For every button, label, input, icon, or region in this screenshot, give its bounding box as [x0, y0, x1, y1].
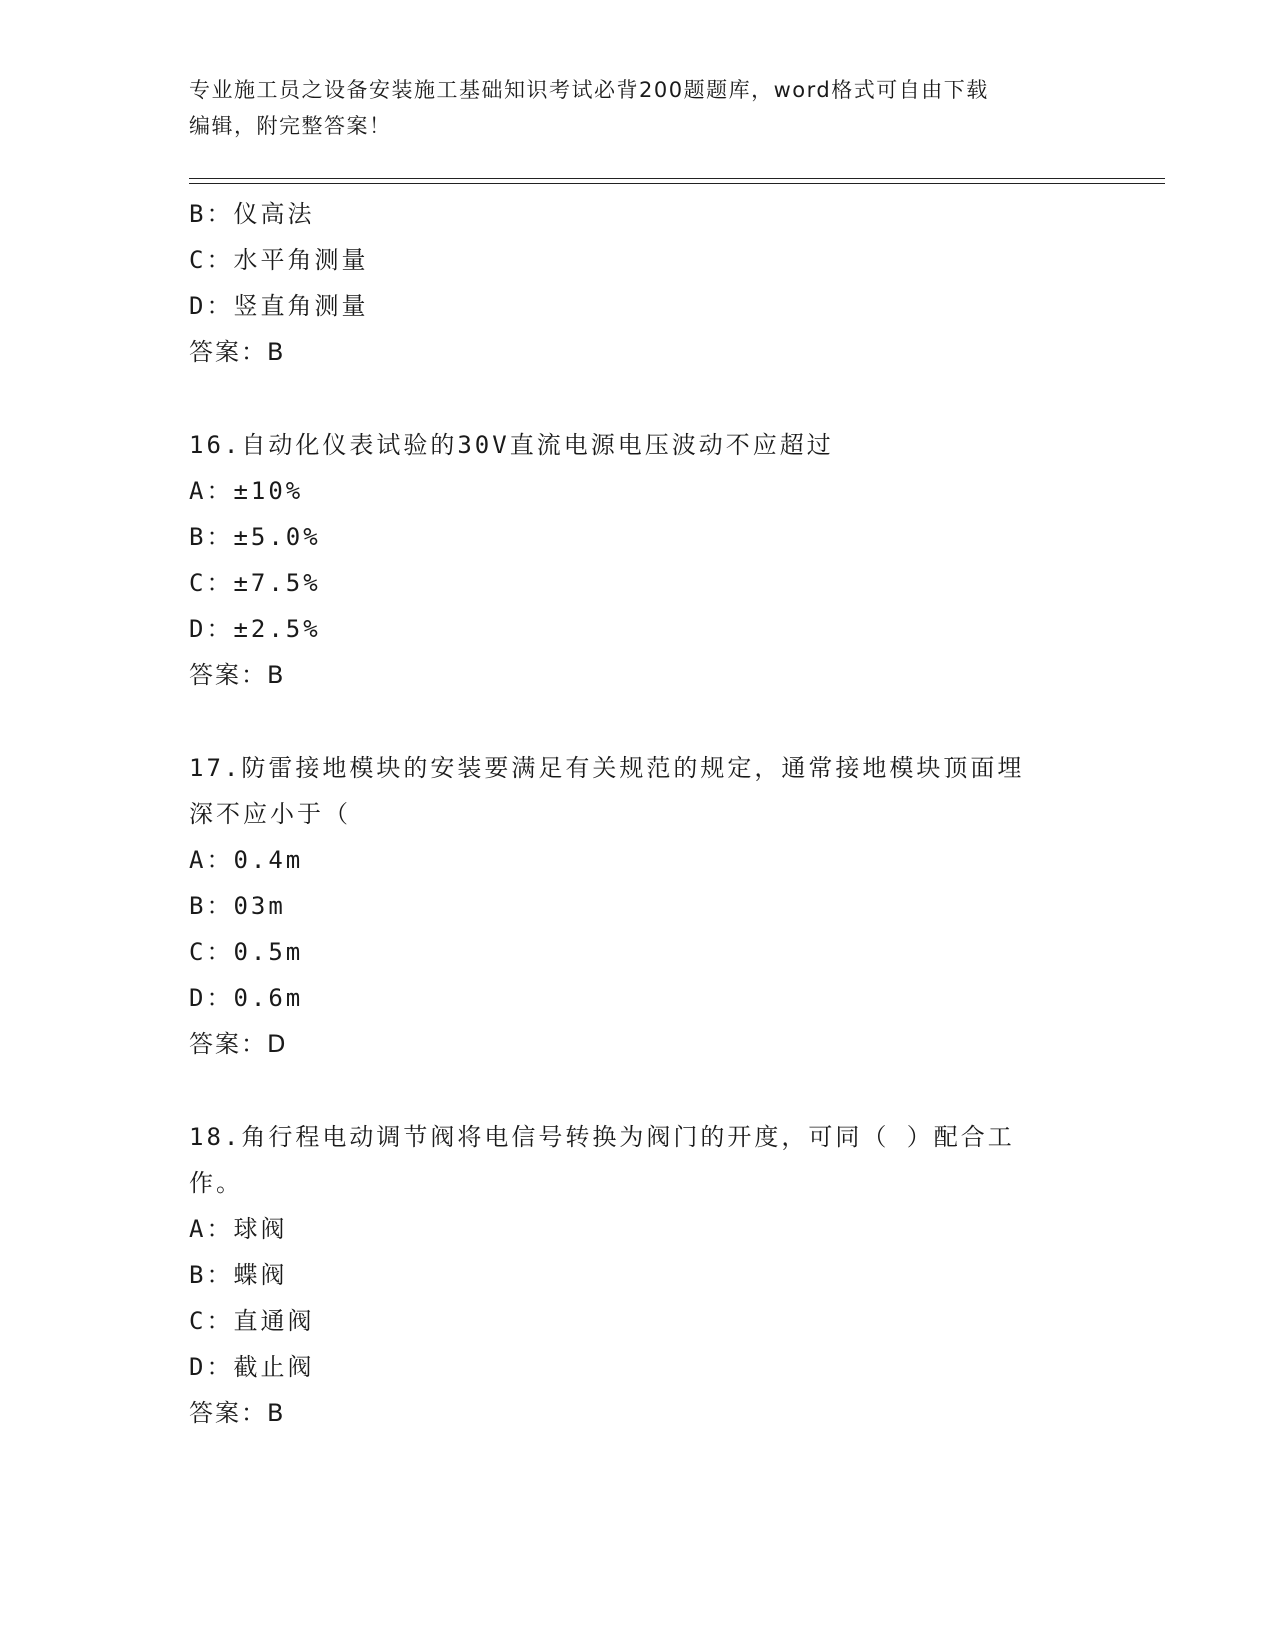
question-list: [189, 191, 1089, 1436]
spacer: [189, 375, 1089, 422]
option-b: B：蝶阀: [189, 1261, 288, 1289]
question-15-tail: [189, 191, 1089, 375]
header-divider-top: [189, 178, 1165, 179]
option-b: B：03m: [189, 892, 286, 920]
option-a: A：0.4m: [189, 846, 304, 874]
header-line-2: 编辑，附完整答案！: [189, 114, 392, 138]
option-a: A：±10%: [189, 477, 304, 505]
question-stem-line-1: 17.防雷接地模块的安装要满足有关规范的规定，通常接地模块顶面埋: [189, 754, 1025, 782]
question-16: [189, 422, 1089, 698]
option-c: C：±7.5%: [189, 569, 321, 597]
answer: 答案：B: [189, 338, 286, 366]
question-stem-line-2: 深不应小于（: [189, 800, 351, 828]
question-17: [189, 745, 1089, 1067]
option-d: D：±2.5%: [189, 615, 321, 643]
spacer: [189, 1067, 1089, 1114]
option-c: C：0.5m: [189, 938, 304, 966]
answer: 答案：B: [189, 1399, 286, 1427]
question-stem-line-1: 18.角行程电动调节阀将电信号转换为阀门的开度，可同（ ）配合工: [189, 1123, 1015, 1151]
answer: 答案：B: [189, 661, 286, 689]
option-d: D：0.6m: [189, 984, 304, 1012]
question-stem: 16.自动化仪表试验的30V直流电源电压波动不应超过: [189, 431, 834, 459]
option-b: B：仪高法: [189, 200, 315, 228]
answer: 答案：D: [189, 1030, 288, 1058]
option-d: D：截止阀: [189, 1353, 315, 1381]
header-divider-bottom: [189, 183, 1165, 184]
option-a: A：球阀: [189, 1215, 288, 1243]
document-header: [189, 72, 1089, 144]
question-stem-line-2: 作。: [189, 1169, 243, 1197]
option-d: D：竖直角测量: [189, 292, 369, 320]
question-18: [189, 1114, 1089, 1436]
spacer: [189, 698, 1089, 745]
header-line-1: 专业施工员之设备安装施工基础知识考试必背200题题库，word格式可自由下载: [189, 78, 989, 102]
option-b: B：±5.0%: [189, 523, 321, 551]
option-c: C：水平角测量: [189, 246, 369, 274]
option-c: C：直通阀: [189, 1307, 315, 1335]
